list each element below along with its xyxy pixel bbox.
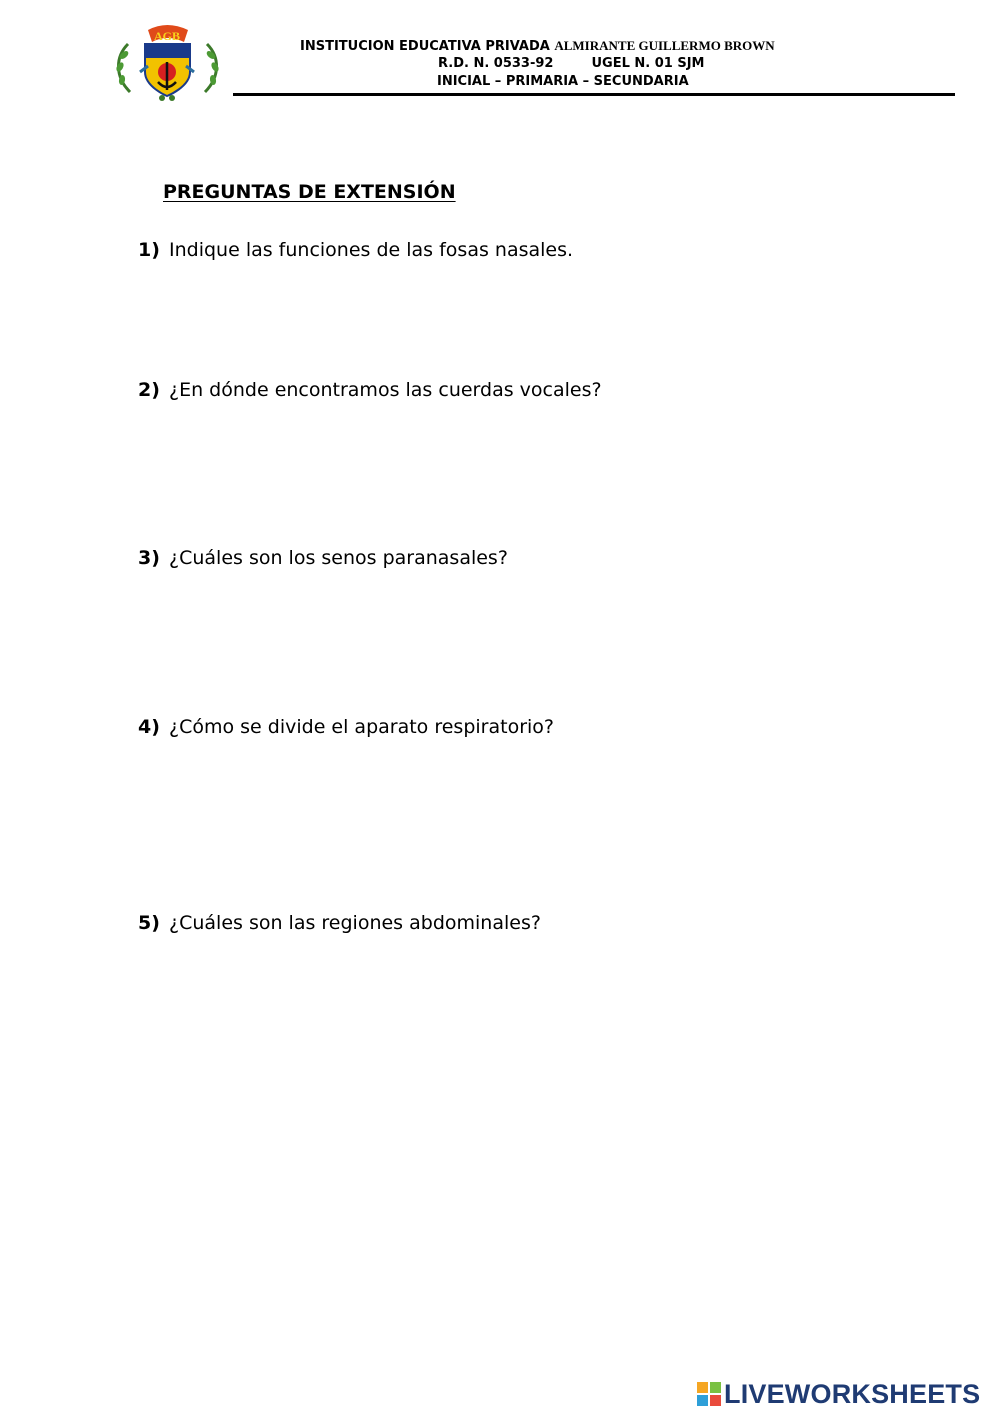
header-ugel: UGEL N. 01 SJM [591, 56, 705, 71]
header-divider [233, 93, 955, 96]
header-levels: INICIAL – PRIMARIA – SECUNDARIA [437, 74, 689, 89]
question-number: 3) [138, 547, 160, 569]
school-crest-logo-icon [110, 22, 225, 102]
question-text: ¿Cuáles son las regiones abdominales? [169, 912, 541, 934]
question-number: 4) [138, 716, 160, 738]
question-item [138, 547, 508, 569]
header-resolution: R.D. N. 0533-92 [438, 56, 554, 71]
header-registration-line [438, 55, 704, 72]
question-number: 5) [138, 912, 160, 934]
question-item [138, 379, 602, 401]
liveworksheets-logo-icon [697, 1382, 721, 1406]
question-text: ¿Cuáles son los senos paranasales? [169, 547, 508, 569]
question-item [138, 239, 573, 261]
header-institution-prefix: INSTITUCION EDUCATIVA PRIVADA [300, 39, 550, 54]
header-institution-name: ALMIRANTE GUILLERMO BROWN [554, 38, 775, 53]
section-title: PREGUNTAS DE EXTENSIÓN [163, 181, 456, 203]
watermark-text: LIVEWORKSHEETS [724, 1378, 981, 1409]
header-institution-line [300, 37, 775, 55]
logo-text: AGB [153, 29, 181, 43]
question-number: 2) [138, 379, 160, 401]
liveworksheets-watermark [697, 1377, 980, 1411]
question-text: ¿En dónde encontramos las cuerdas vocales? [169, 379, 602, 401]
question-text: ¿Cómo se divide el aparato respiratorio? [169, 716, 555, 738]
question-text: Indique las funciones de las fosas nasales. [169, 239, 574, 261]
question-number: 1) [138, 239, 160, 261]
question-item [138, 912, 541, 934]
question-item [138, 716, 554, 738]
